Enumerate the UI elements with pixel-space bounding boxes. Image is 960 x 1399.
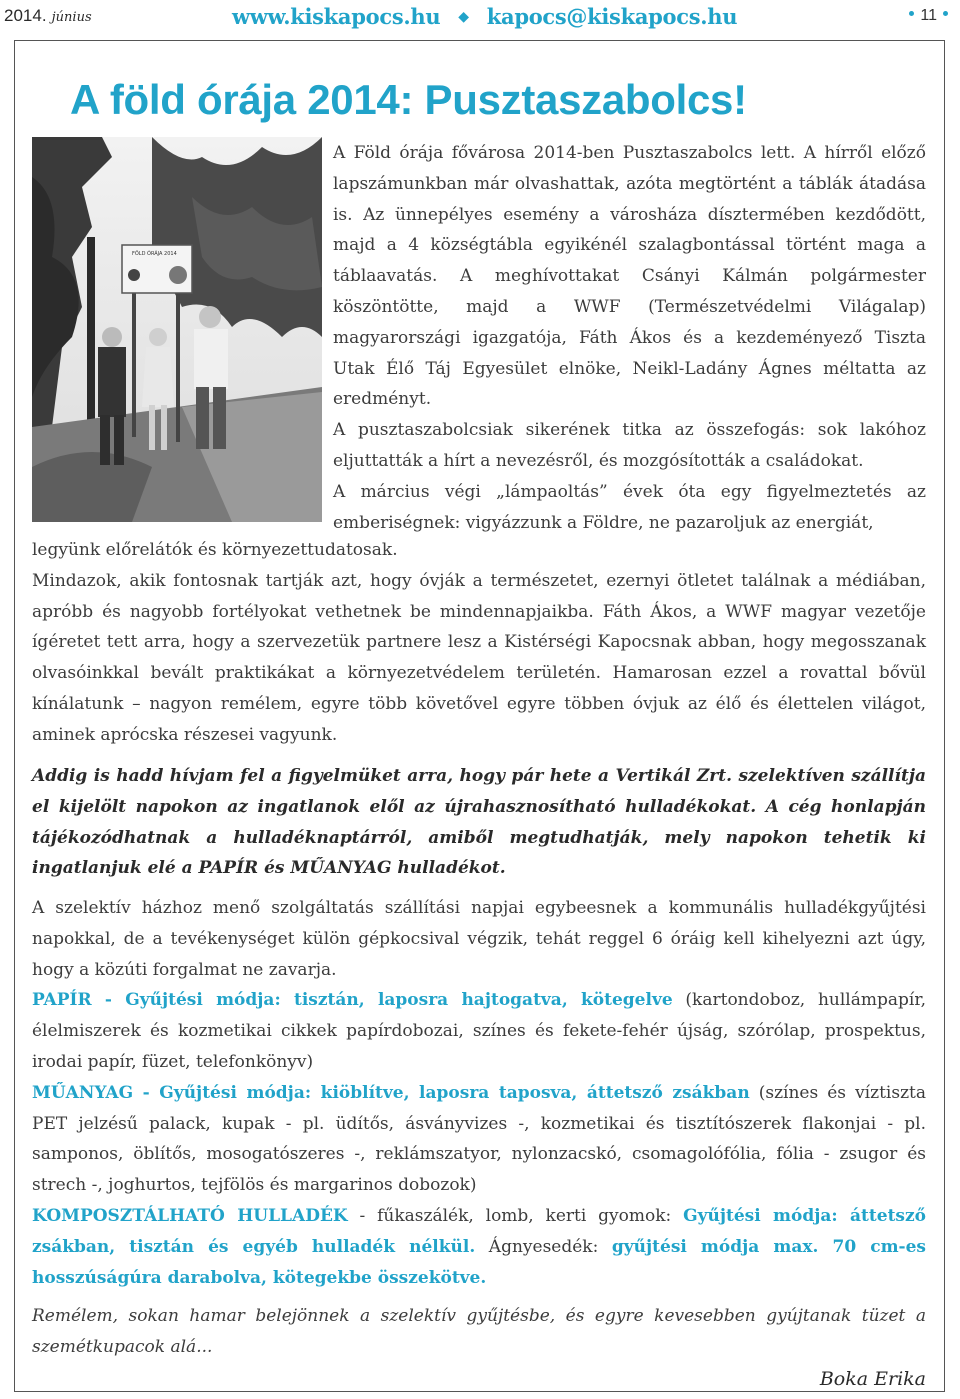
paragraph-success: A pusztaszabolcsiak sikerének titka az összefogás: sok lakóhoz eljuttatták a hírt a nevezésről, és mozgósították a családokat. xyxy=(333,420,926,471)
collection-column xyxy=(32,893,926,1363)
paragraph-closing: Remélem, sokan hamar belejönnek a szelektív gyűjtésbe, és egyre kevesebben gyújtanak tüzet a szemétkupacok alá... xyxy=(32,1306,926,1358)
paragraph-intro: A Föld órája fővárosa 2014-ben Pusztaszabolcs lett. A hírről előző lapszámunkban már olvashattak, azóta megtörtént a táblák átadása is. Az ünnepélyes esemény a városháza dísztermében kezdődött, majd a 4 községtábla egyikénél szalagbontással történt maga a táblaavatás. A meghívottakat Csányi Kálmán polgármester köszöntötte, majd a WWF (Természetvédelmi Világalap) magyarországi igazgatója, Fáth Ákos és a kezdeményező Tiszta Utak Élő Táj Egyesület elnöke, Neikl-Ladány Ágnes méltatta az eredményt. xyxy=(333,143,926,410)
dot-icon xyxy=(943,11,948,16)
paragraph-paper xyxy=(32,985,926,1077)
compost-details: - fűkaszálék, lomb, kerti gyomok: xyxy=(347,1205,684,1226)
intro-column xyxy=(333,138,926,538)
header-links xyxy=(232,4,737,29)
paragraph-plastic xyxy=(32,1078,926,1201)
paper-heading: PAPÍR - Gyűjtési módja: tisztán, laposra hajtogatva, kötegelve xyxy=(32,990,673,1011)
author-signature: Boka Erika xyxy=(819,1368,926,1390)
paragraph-earth-hour: A március végi „lámpaoltás” évek óta egy figyelmeztetés az emberiségnek: vigyázzunk a Földre, ne pazaroljuk az energiát, xyxy=(333,481,926,533)
page-header xyxy=(0,0,960,34)
sign-text: FÖLD ÓRÁJA 2014 xyxy=(132,251,177,257)
paragraph-earth-hour-end: legyünk előrelátók és környezettudatosak. xyxy=(32,540,398,560)
paragraph-schedule: A szelektív házhoz menő szolgáltatás szállítási napjai egybeesnek a kommunális hulladékgyűjtési napokkal, de a tevékenységet külön gépkocsival végzik, tehát reggel 6 óráig kell kihelyezni azt úgy, hogy a közúti forgalmat ne zavarja. xyxy=(32,898,926,980)
compost-heading: KOMPOSZTÁLHATÓ HULLADÉK xyxy=(32,1205,348,1226)
plastic-heading: MŰANYAG - Gyűjtési módja: kiöblítve, laposra taposva, áttetsző zsákban xyxy=(32,1082,750,1103)
branch-label: Ágnyesedék: xyxy=(475,1236,612,1257)
article-photo xyxy=(32,137,322,522)
photo-illustration xyxy=(32,137,322,522)
plastic-details: (színes és víztiszta PET jelzésű palack, kupak - pl. üdítős, ásványvizes -, kozmetikai és tisztítószerek flakonjai - pl. samponos, öblítős, mosogatószeres -, reklámszatyor, nylonzacskó, csomagolófólia, fólia - zsugor és strech -, joghurtos, tejfölös és margarinos dobozok) xyxy=(32,1082,926,1196)
page-number-value: 11 xyxy=(920,7,937,24)
branch-method: gyűjtési módja max. 70 cm-es hosszúságúra darabolva, kötegekbe összekötve. xyxy=(32,1236,926,1288)
issue-year: 2014. xyxy=(4,6,47,25)
issue-month: június xyxy=(51,10,92,25)
issue-date xyxy=(4,6,92,26)
website-link[interactable]: www.kiskapocs.hu xyxy=(232,4,441,29)
email-link[interactable]: kapocs@kiskapocs.hu xyxy=(486,4,738,29)
notice-column xyxy=(32,761,926,884)
dot-icon xyxy=(909,11,914,16)
paper-details: (kartondoboz, hullámpapír, élelmiszerek és kozmetikai cikkek papírdobozai, színes és fekete-fehér újság, szórólap, prospektus, irodai papír, füzet, telefonkönyv) xyxy=(32,990,926,1072)
article-title: A föld órája 2014: Pusztaszabolcs! xyxy=(70,76,747,123)
page-number xyxy=(903,7,954,25)
paragraph-compost xyxy=(32,1201,926,1293)
paragraph-notice: Addig is hadd hívjam fel a figyelmüket arra, hogy pár hete a Vertikál Zrt. szelektíven szállítja el kijelölt napokon az ingatlanok elől az újrahasznosítható hulladékokat. A cég honlapján tájékozódhatnak a hulladéknaptárról, amiből megtudhatják, mely napokon tehetik ki ingatlanjuk elé a PAPÍR és MŰANYAG hulladékot. xyxy=(32,766,926,879)
compost-method: Gyűjtési módja: áttetsző zsákban, tisztán és egyéb hulladék nélkül. xyxy=(32,1205,926,1257)
diamond-separator-icon: ◆ xyxy=(458,9,469,25)
main-column xyxy=(32,535,926,751)
paragraph-wwf: Mindazok, akik fontosnak tartják azt, hogy óvják a természetet, ezernyi ötletet találnak a médiában, apróbb és nagyobb fortélyokat vethetnek be mindennapjaikba. Fáth Ákos, a WWF magyar vezetője ígéretet tett arra, hogy a szervezetük partnere lesz a Kistérségi Kapocsnak abban, hogy megosszanak olvasóinkkal bevált praktikákat a környezetvédelem területén. Hamarosan ezzel a rovattal bővül kínálatunk – nagyon remélem, egyre több követővel egyre többen óvjuk az élő és élettelen világot, aminek aprócska részesei vagyunk. xyxy=(32,570,926,745)
